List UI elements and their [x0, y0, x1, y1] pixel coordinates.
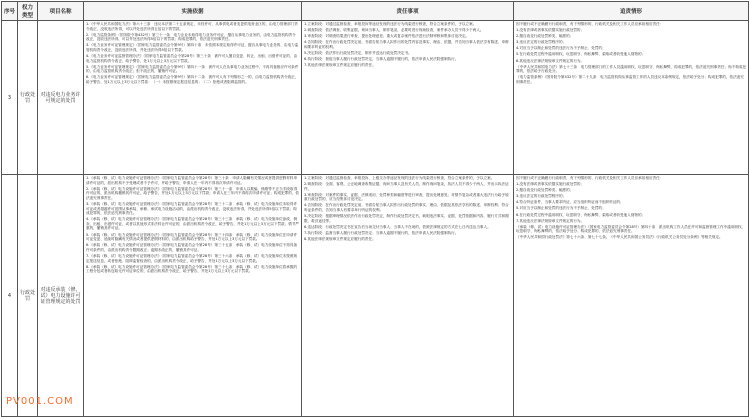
accountability-paragraph: 2.擅自改变行政处罚种类、幅度的；: [516, 34, 574, 39]
responsibility-paragraph: 7.其他法律法规规章文件规定应履行的责任。: [304, 63, 376, 68]
accountability-paragraph: 《电力监管条例》（国务院令第432号）第二十九条 电力监管机构从事监管工作的人员违反本条例规定，依法给予处分；构成犯罪的，依法追究刑事责任。: [516, 75, 744, 84]
row-item-name: 对违反承装（修、试）电力设施许可证管理规定的处罚: [38, 175, 84, 417]
responsibility-paragraph: 5.决定阶段：根据审理情况依法作出行政处罚决定，制作行政处罚决定书，载明违法事实、证据、处罚依据和内容、履行方式和期限、救济途径等。: [304, 214, 509, 223]
responsibility-paragraph: 1.立案阶段：对通过监督检查、举报投诉等途径发现的违法行为线索进行核查，符合立案条件的，予以立案。: [304, 22, 477, 26]
header-accountability: 追责情形: [514, 2, 749, 21]
responsibility-paragraph: 7.执行阶段：监督当事人履行行政处罚决定；当事人逾期不履行的，依法申请人民法院强制执行。: [304, 230, 459, 235]
accountability-paragraph: 《中华人民共和国电力法》第七十三条 电力管理部门的工作人员滥用职权、玩忽职守、徇私舞弊，构成犯罪的，依法追究刑事责任；尚不构成犯罪的，依法给予行政处分。: [516, 64, 746, 74]
accountability-paragraph: 2.擅自改变行政处罚种类、幅度的；: [516, 188, 574, 193]
accountability-paragraph: 4.符合听证条件、当事人要求听证，应当组织听证而不组织听证的；: [516, 200, 624, 205]
basis-paragraph: 3.《承装（修、试）电力设施许可证管理办法》（国家电力监管委员会令第28号）第三十二条 承装（修、试）电力设施单位未取得许可证或者超越许可范围从事承装、承修、承试电力设施活动的，由派出机构责令改正，没收违法所得，并处违法所得5倍以下罚款；构成犯罪的，依法追究刑事责任。: [86, 201, 298, 216]
basis-paragraph: 6.《电力业务许可证管理规定》（国家电力监管委员会令第9号）第四十二条 被许可人有下列情形之一的，由电力监管机构责令改正，给予警告，处1万元以上3万元以下罚款：（一）未按照规定报送信息的；（二）拒绝或者阻碍监管的。: [86, 75, 299, 85]
row-seq: 3: [2, 21, 18, 175]
basis-paragraph: 3.《电力业务许可证管理规定》（国家电力监管委员会令第9号）第四十条 未依照本规定取得许可证，擅自从事电力业务的，由电力监管机构责令改正，没收违法所得，并处违法所得5倍以下罚款。: [86, 43, 299, 52]
accountability-paragraph: 《承装（修、试）电力设施许可证管理办法》（国家电力监管委员会令第28号）第四十条 派出机构工作人员在许可和监督管理工作中滥用职权、玩忽职守、徇私舞弊的，依法给予处分；构成犯罪的，依法追究刑事责任。: [516, 224, 746, 234]
basis-paragraph: 7.《承装（修、试）电力设施许可证管理办法》（国家电力监管委员会令第28号）第三十六条 承装（修、试）电力设施单位未按照规定报送信息，或者拒绝、阻碍监督检查的，由派出机构责令改正，给予警告，并处1万元以上3万元以下罚款。: [86, 253, 298, 263]
responsibility-paragraph: 5.决定阶段：依法作出行政处罚决定，制作并送达行政处罚决定书。: [304, 50, 412, 55]
basis-paragraph: 2.《承装（修、试）电力设施许可证管理办法》（国家电力监管委员会令第28号）第三十一条 申请人以欺骗、贿赂等不正当手段取得许可证的，派出机构撤销其许可证，给予警告，并处1万元以上3万元以下罚款；申请人在三年内不得再次申请许可证；构成犯罪的，依法追究刑事责任。: [86, 186, 300, 200]
accountability-paragraph: 因不履行或不正确履行行政职责，有下列情形的，行政机关及相关工作人员应承担相应责任：: [516, 22, 664, 26]
header-seq: 序号: [2, 2, 18, 21]
responsibility-paragraph: 6.执行阶段：督促当事人履行行政处罚决定，当事人逾期不履行的，依法申请人民法院强制执行。: [304, 57, 459, 62]
responsibility-paragraph: 3.审查阶段：对调查结果进行审查，提出处理意见；重大或复杂案件依法进行法制审核和集体讨论决定。: [304, 34, 470, 39]
accountability-paragraph: 5.在行政处罚过程中滥用职权、玩忽职守、徇私舞弊、索取或者收受他人财物的；: [516, 52, 646, 57]
accountability-paragraph: 3.违反法定的行政处罚程序的；: [516, 40, 567, 45]
basis-paragraph: 4.《电力业务许可证监督管理办法》（国家电力监管委员会令第28号）第三十条 被许可人擅自变更、转让、出租、出借许可证的，由电力监管机构责令改正，给予警告，处1万元以上3万元以下罚款。: [86, 54, 298, 63]
accountability-paragraph: 7.其他违反法律法规规章文件规定的行为。: [516, 218, 585, 223]
row-accountability-cell: [514, 175, 749, 417]
header-item-name: 项目名称: [38, 2, 84, 21]
responsibility-paragraph: 4.告知阶段：在作出行政处罚决定前，书面告知当事人拟作出的处罚内容及事实、理由、依据，并告知当事人依法享有陈述、申辩和要求听证的权利。: [304, 40, 509, 49]
row-category: 行政处罚: [18, 21, 38, 175]
site-watermark: PV001.COM: [6, 396, 74, 407]
row-responsibility-cell: [302, 21, 514, 175]
responsibility-paragraph: 8.其他法律法规规章文件规定应履行的责任。: [304, 237, 376, 242]
basis-paragraph: 1.《承装（修、试）电力设施许可证管理办法》（国家电力监管委员会令第28号）第三十条 申请人隐瞒有关情况或者提供虚假材料申请许可证的，派出机构不予受理或者不予许可，并给予警告，申请人在一年内不得再次申请许可证。: [86, 176, 298, 185]
row-accountability-cell: [514, 21, 749, 175]
accountability-paragraph: 4.对应当予以制止和处罚的违法行为不予制止、处罚的；: [516, 46, 606, 51]
basis-paragraph: 6.《承装（修、试）电力设施许可证管理办法》（国家电力监管委员会令第28号）第三十五条 承装（修、试）电力设施单位不再具备许可条件的，由派出机构责令限期改正；逾期未改正的，撤销其许可证。: [86, 243, 298, 252]
accountability-paragraph: 《中华人民共和国行政处罚法》第七十六条、第七十七条。《中华人民共和国公务员法》《行政机关公务员处分条例》等相关规定。: [516, 235, 723, 240]
row-responsibility-cell: [302, 175, 514, 417]
responsibility-paragraph: 4.告知阶段：在作出行政处罚决定前，书面告知当事人拟作出行政处罚的事实、理由、依据及其依法享有的陈述、申辩权利；符合听证条件的，告知当事人有要求举行听证的权利。: [304, 203, 509, 213]
basis-paragraph: 8.《承装（修、试）电力设施许可证管理办法》（国家电力监管委员会令第28号）第三十七条 承装（修、试）电力设施单位将承揽的工程分包或者转包给无许可证单位的，由派出机构责令改正，给予警告，并处1万元以上3万元以下罚款。: [86, 264, 298, 274]
accountability-paragraph: 1.没有法律或者事实依据实施行政处罚的；: [516, 182, 585, 187]
responsibility-paragraph: 3.审查阶段：对案件的事实、证据、法律适用、处罚种类和幅度等进行审查，提出处理意见；对情节复杂或者重大违法行为给予较重行政处罚的，应当经集体讨论决定。: [304, 192, 509, 202]
power-list-table: [1, 1, 749, 417]
header-category: 权力类型: [18, 2, 38, 21]
table-row: [2, 175, 749, 417]
accountability-paragraph: 1.没有法律或者事实依据实施行政处罚的；: [516, 28, 585, 33]
responsibility-paragraph: 2.调查阶段：全面、客观、公正地调查收集证据，询问当事人及有关人员，制作询问笔录，执法人员不得少于两人，并出示执法证件。: [304, 182, 509, 191]
header-basis: 实施依据: [84, 2, 302, 21]
row-seq: 4: [2, 175, 18, 417]
accountability-paragraph: 6.在行政处罚过程中滥用职权、玩忽职守、徇私舞弊、索取或者收受他人财物的；: [516, 212, 646, 217]
row-basis-cell: [84, 175, 302, 417]
accountability-paragraph: 6.其他违反法律法规规章文件规定的行为。: [516, 58, 585, 63]
accountability-paragraph: 5.对应当予以制止和处罚的违法行为不予制止、处罚的；: [516, 206, 606, 211]
row-category: 行政处罚: [18, 175, 38, 417]
accountability-paragraph: 因不履行或不正确履行行政职责，有下列情形的，行政机关及相关工作人员应承担相应责任：: [516, 176, 664, 180]
header-responsibility: 责任事项: [302, 2, 514, 21]
basis-paragraph: 4.《承装（修、试）电力设施许可证管理办法》（国家电力监管委员会令第28号）第三十三条 承装（修、试）电力设施单位涂改、倒卖、出租、出借许可证，或者以其他形式非法转让许可证的，由派出机构责令改正，给予警告，并处1万元以上3万元以下罚款；情节严重的，撤销其许可证。: [86, 217, 300, 231]
basis-paragraph: 5.《承装（修、试）电力设施许可证管理办法》（国家电力监管委员会令第28号）第三十四条 承装（修、试）电力设施单位在申请许可证变更、延续时隐瞒有关情况或者提供虚假材料的，由派出机构给予警告，并处1万元以上3万元以下罚款。: [86, 232, 298, 242]
responsibility-paragraph: 6.送达阶段：行政处罚决定书在宣告后当场交付当事人；当事人不在场的，依照法律规定的方式在七日内送达当事人。: [304, 224, 491, 229]
basis-paragraph: 2.《电力监管条例》（国务院令第432号）第三十一条 电力企业未取得电力业务许可证，擅自从事电力业务的，由电力监管机构责令改正，没收违法所得，可以并处违法所得5倍以下的罚款；构成犯罪的，依法追究刑事责任。: [86, 32, 296, 42]
row-item-name: 对违反电力业务许可规定的处罚: [38, 21, 84, 175]
basis-paragraph: 5.《电力业务许可证管理规定》（国家电力监管委员会令第9号）第四十一条 被许可人在从事电力业务过程中，不再具备相应许可条件的，由电力监管机构责令改正；拒不改正的，撤销许可证。: [86, 64, 299, 74]
row-basis-cell: [84, 21, 302, 175]
responsibility-paragraph: 2.调查阶段：依法调查、收集证据，询问当事人，制作笔录，必要时进行现场检查，案件承办人员不得少于两人。: [304, 28, 484, 33]
responsibility-paragraph: 1.立案阶段：对通过监督检查、举报投诉、上级交办等途径发现的违法行为线索进行核查，符合立案条件的，予以立案。: [304, 176, 495, 180]
table-header-row: [2, 2, 749, 21]
table-row: [2, 21, 749, 175]
accountability-paragraph: 3.违反法定的行政处罚程序的；: [516, 194, 567, 199]
basis-paragraph: 1.《中华人民共和国电力法》第六十三条 违反本法第二十五条规定，未经许可，从事供电或者变更供电营业区的，由电力管理部门责令改正，没收违法所得，可以并处违法所得五倍以下的罚款。: [86, 22, 298, 31]
